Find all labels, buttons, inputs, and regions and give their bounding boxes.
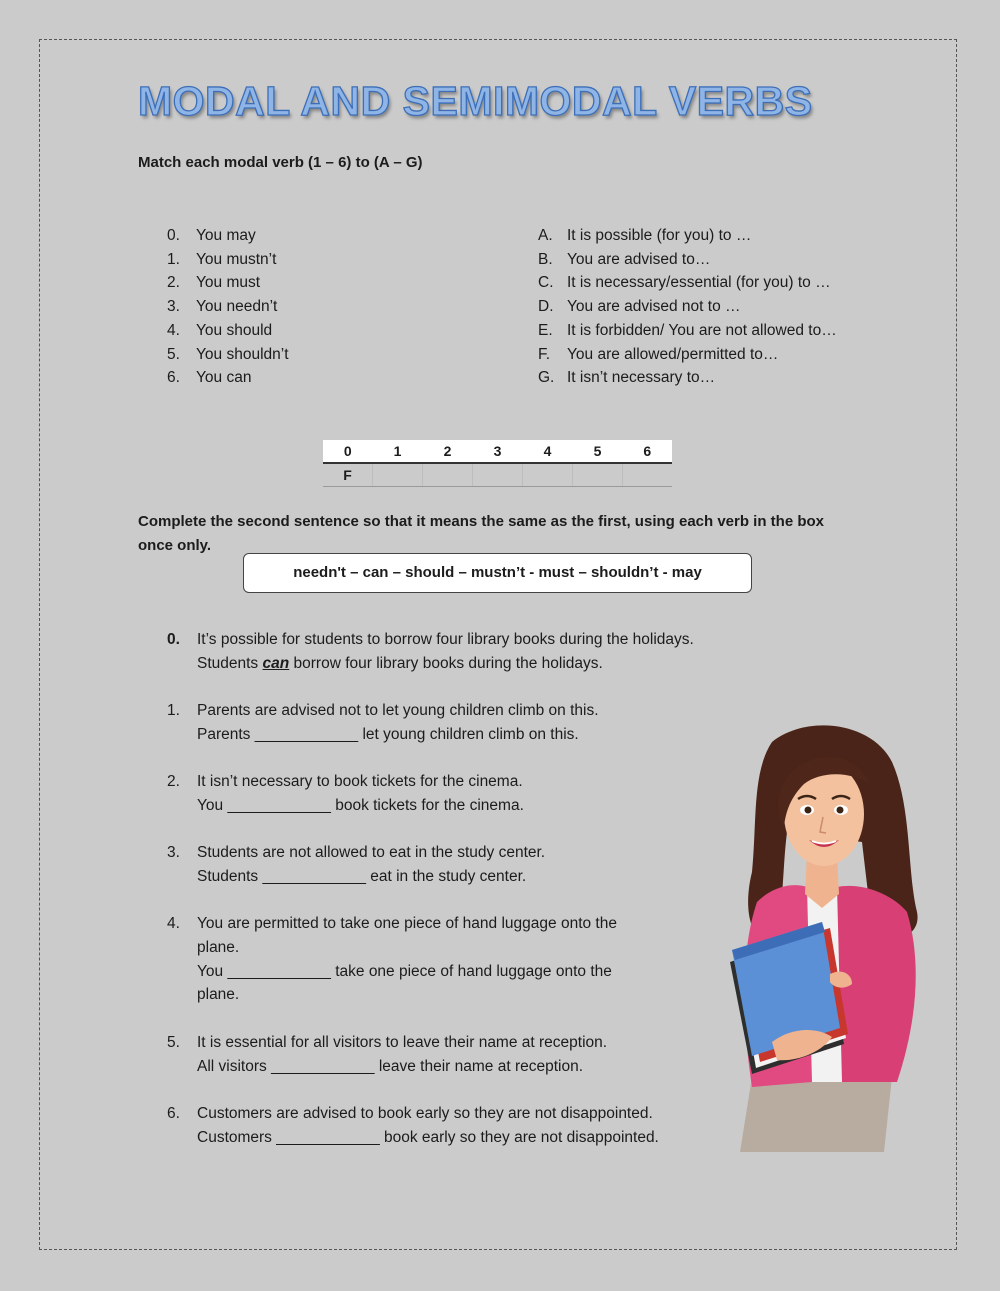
grid-header-cell: 6 <box>623 440 673 463</box>
grid-answer-cell[interactable] <box>623 463 673 487</box>
list-item: 3. You needn’t <box>167 298 278 316</box>
answer-sentence[interactable]: Customers ____________ book early so they are not disappointed. <box>197 1128 659 1146</box>
answer-sentence[interactable]: All visitors ____________ leave their name at reception. <box>197 1057 584 1075</box>
exercise-list <box>167 628 727 1149</box>
prompt-sentence: Parents are advised not to let young children climb on this. <box>197 702 599 720</box>
exercise-item: 2. It isn’t necessary to book tickets for the cinema. You ____________ book tickets for the cinema. <box>167 770 727 817</box>
answer-grid-header <box>323 440 672 463</box>
list-item: 0. You may <box>167 227 256 244</box>
list-item: A. It is possible (for you) to … <box>538 227 752 244</box>
answer-sentence[interactable]: Students ____________ eat in the study center. <box>197 867 527 885</box>
grid-header-cell: 3 <box>473 440 523 463</box>
grid-header-cell: 1 <box>373 440 423 463</box>
list-item: 2. You must <box>167 274 261 292</box>
prompt-sentence: It’s possible for students to borrow four library books during the holidays. <box>197 631 694 648</box>
grid-answer-cell: F <box>323 463 373 487</box>
list-item: B. You are advised to… <box>538 250 711 268</box>
answer-grid <box>323 440 672 487</box>
answer-sentence[interactable]: Parents ____________ let young children climb on this. <box>197 725 579 743</box>
answer-grid-row <box>323 463 672 487</box>
list-item: 4. You should <box>167 321 273 339</box>
prompt-sentence: It is essential for all visitors to leave their name at reception. <box>197 1033 608 1051</box>
answer-sentence[interactable]: You ____________ book tickets for the cinema. <box>197 796 524 814</box>
grid-answer-cell[interactable] <box>573 463 623 487</box>
answer-sentence[interactable]: You ____________ take one piece of hand luggage onto the plane. <box>197 962 612 1004</box>
instruction-line: Complete the second sentence so that it means the same as the first, using each verb in the box <box>138 513 825 530</box>
word-box: needn't – can – should – mustn’t - must – shouldn’t - may <box>243 553 752 593</box>
example-answer: can <box>262 654 290 672</box>
list-item: C. It is necessary/essential (for you) to … <box>538 274 831 292</box>
prompt-sentence: Customers are advised to book early so they are not disappointed. <box>197 1104 653 1122</box>
modal-verb-list <box>167 224 289 390</box>
list-item: 5. You shouldn’t <box>167 345 289 363</box>
prompt-sentence: It isn’t necessary to book tickets for the cinema. <box>197 773 523 791</box>
meaning-list <box>538 224 837 390</box>
list-item: F. You are allowed/permitted to… <box>538 345 779 363</box>
grid-answer-cell[interactable] <box>473 463 523 487</box>
exercise-item: 4. You are permitted to take one piece of hand luggage onto the plane. You ____________ take one piece of hand luggage onto the plane. <box>167 912 727 1007</box>
exercise-item: 6. Customers are advised to book early so they are not disappointed. Customers ____________ book early so they are not disappointed. <box>167 1102 727 1149</box>
instruction-line: once only. <box>138 537 212 554</box>
exercise-item: 0. It’s possible for students to borrow four library books during the holidays. Students can borrow four library books during the holidays. <box>167 628 727 675</box>
list-item: D. You are advised not to … <box>538 298 741 316</box>
answer-sentence: Students can borrow four library books during the holidays. <box>197 654 603 672</box>
grid-header-cell: 0 <box>323 440 373 463</box>
page-title: MODAL AND SEMIMODAL VERBS <box>138 78 813 124</box>
list-item: 1. You mustn’t <box>167 250 277 268</box>
grid-answer-cell[interactable] <box>423 463 473 487</box>
list-item: G. It isn’t necessary to… <box>538 369 716 387</box>
student-illustration <box>712 722 934 1152</box>
grid-header-cell: 5 <box>573 440 623 463</box>
prompt-sentence: You are permitted to take one piece of hand luggage onto the plane. <box>197 915 617 957</box>
match-instruction: Match each modal verb (1 – 6) to (A – G) <box>138 154 423 171</box>
grid-header-cell: 4 <box>523 440 573 463</box>
grid-answer-cell[interactable] <box>373 463 423 487</box>
complete-instruction <box>138 510 824 558</box>
exercise-item: 1. Parents are advised not to let young children climb on this. Parents ____________ let young children climb on this. <box>167 699 727 746</box>
exercise-item: 5. It is essential for all visitors to leave their name at reception. All visitors ____________ leave their name at reception. <box>167 1031 727 1078</box>
exercise-item: 3. Students are not allowed to eat in the study center. Students ____________ eat in the study center. <box>167 841 727 888</box>
list-item: E. It is forbidden/ You are not allowed to… <box>538 321 837 339</box>
list-item: 6. You can <box>167 369 252 387</box>
grid-header-cell: 2 <box>423 440 473 463</box>
grid-answer-cell[interactable] <box>523 463 573 487</box>
prompt-sentence: Students are not allowed to eat in the study center. <box>197 844 546 862</box>
